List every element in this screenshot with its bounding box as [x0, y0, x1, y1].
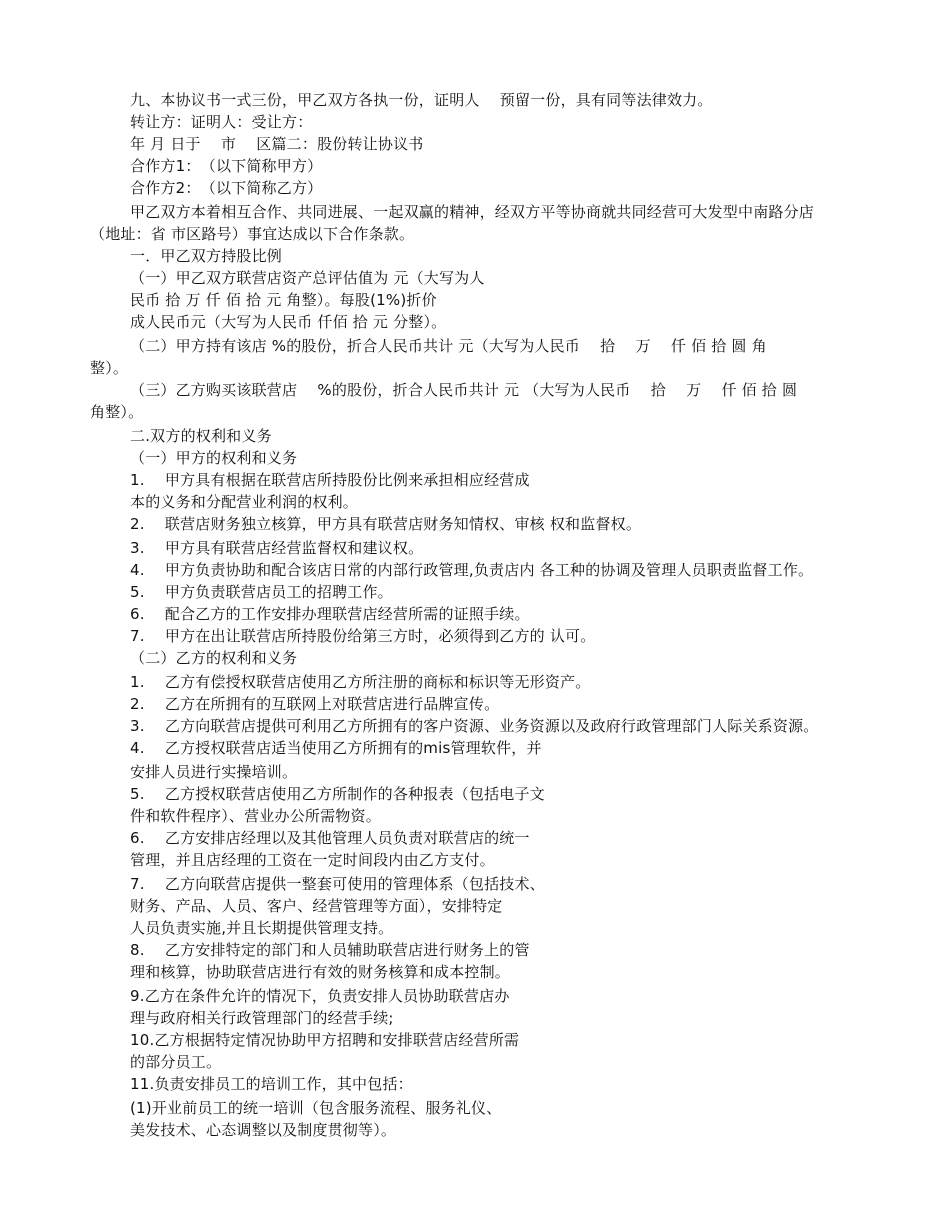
text-line: 合作方1： （以下简称甲方） — [130, 157, 323, 175]
text-line: 7. 甲方在出让联营店所持股份给第三方时，必须得到乙方的 认可。 — [130, 627, 596, 645]
text-line: 3. 甲方具有联营店经营监督权和建议权。 — [130, 539, 424, 557]
text-line: （地址：省 市区路号）事宜达成以下合作条款。 — [90, 225, 415, 243]
text-line: 11.负责安排员工的培训工作，其中包括： — [130, 1075, 413, 1093]
text-line: 6. 乙方安排店经理以及其他管理人员负责对联营店的统一 — [130, 829, 530, 847]
text-line: （二）甲方持有该店 %的股份，折合人民币共计 元（大写为人民币 拾 万 仟 佰 拾 圆 角 — [130, 337, 767, 355]
text-line: 4. 甲方负责协助和配合该店日常的内部行政管理,负责店内 各工种的协调及管理人员职责监督工作。 — [130, 561, 814, 579]
text-line: (1)开业前员工的统一培训（包含服务流程、服务礼仪、 — [130, 1099, 502, 1117]
text-line: 成人民币元（大写为人民币 仟佰 拾 元 分整）。 — [130, 313, 447, 331]
text-line: 年 月 日于 市 区篇二：股份转让协议书 — [130, 135, 424, 153]
text-line: 理和核算，协助联营店进行有效的财务核算和成本控制。 — [130, 963, 511, 981]
text-line: 6. 配合乙方的工作安排办理联营店经营所需的证照手续。 — [130, 605, 530, 623]
text-line: 甲乙双方本着相互合作、共同进展、一起双赢的精神，经双方平等协商就共同经营可大发型中南路分店 — [130, 203, 815, 221]
text-line: （一）甲乙双方联营店资产总评估值为 元（大写为人 — [130, 269, 485, 287]
text-line: （三）乙方购买该联营店 %的股份，折合人民币共计 元 （大写为人民币 拾 万 仟 佰 拾 圆 — [130, 381, 798, 399]
text-line: 财务、产品、人员、客户、经营管理等方面），安排特定 — [130, 897, 503, 915]
text-line: 本的义务和分配营业利润的权利。 — [130, 493, 359, 511]
text-line: 角整）。 — [90, 403, 144, 421]
text-line: 美发技术、心态调整以及制度贯彻等）。 — [130, 1121, 397, 1139]
text-line: 民币 拾 万 仟 佰 拾 元 角整）。每股(1%)折价 — [130, 291, 437, 309]
text-line: 3. 乙方向联营店提供可利用乙方所拥有的客户资源、业务资源以及政府行政管理部门人际关系资源。 — [130, 717, 819, 735]
text-line: 二.双方的权利和义务 — [130, 427, 272, 445]
text-line: 2. 联营店财务独立核算，甲方具有联营店财务知情权、审核 权和监督权。 — [130, 515, 642, 533]
text-line: 安排人员进行实操培训。 — [130, 763, 298, 781]
text-line: 8. 乙方安排特定的部门和人员辅助联营店进行财务上的管 — [130, 941, 530, 959]
text-line: 合作方2： （以下简称乙方） — [130, 179, 323, 197]
text-line: 1. 甲方具有根据在联营店所持股份比例来承担相应经营成 — [130, 471, 530, 489]
text-line: 九、本协议书一式三份，甲乙双方各执一份，证明人 预留一份，具有同等法律效力。 — [130, 91, 713, 109]
text-line: 5. 乙方授权联营店使用乙方所制作的各种报表（包括电子文 — [130, 785, 545, 803]
text-line: 管理，并且店经理的工资在一定时间段内由乙方支付。 — [130, 851, 495, 869]
text-line: 件和软件程序）、营业办公所需物资。 — [130, 807, 381, 825]
text-line: 理与政府相关行政管理部门的经营手续; — [130, 1009, 394, 1027]
text-line: 2. 乙方在所拥有的互联网上对联营店进行品牌宣传。 — [130, 695, 500, 713]
text-line: 一．甲乙双方持股比例 — [130, 247, 283, 265]
text-line: 人员负责实施,并且长期提供管理支持。 — [130, 919, 394, 937]
text-line: （二）乙方的权利和义务 — [130, 649, 298, 667]
text-line: （一）甲方的权利和义务 — [130, 449, 298, 467]
text-line: 10.乙方根据特定情况协助甲方招聘和安排联营店经营所需 — [130, 1031, 520, 1049]
text-line: 转让方：证明人：受让方： — [130, 113, 313, 131]
text-line: 9.乙方在条件允许的情况下，负责安排人员协助联营店办 — [130, 987, 510, 1005]
text-line: 7. 乙方向联营店提供一整套可使用的管理体系（包括技术、 — [130, 875, 545, 893]
text-line: 1. 乙方有偿授权联营店使用乙方所注册的商标和标识等无形资产。 — [130, 673, 591, 691]
text-line: 的部分员工。 — [130, 1053, 222, 1071]
text-line: 4. 乙方授权联营店适当使用乙方所拥有的mis管理软件，并 — [130, 739, 542, 757]
text-line: 5. 甲方负责联营店员工的招聘工作。 — [130, 583, 393, 601]
text-line: 整）。 — [90, 359, 129, 377]
